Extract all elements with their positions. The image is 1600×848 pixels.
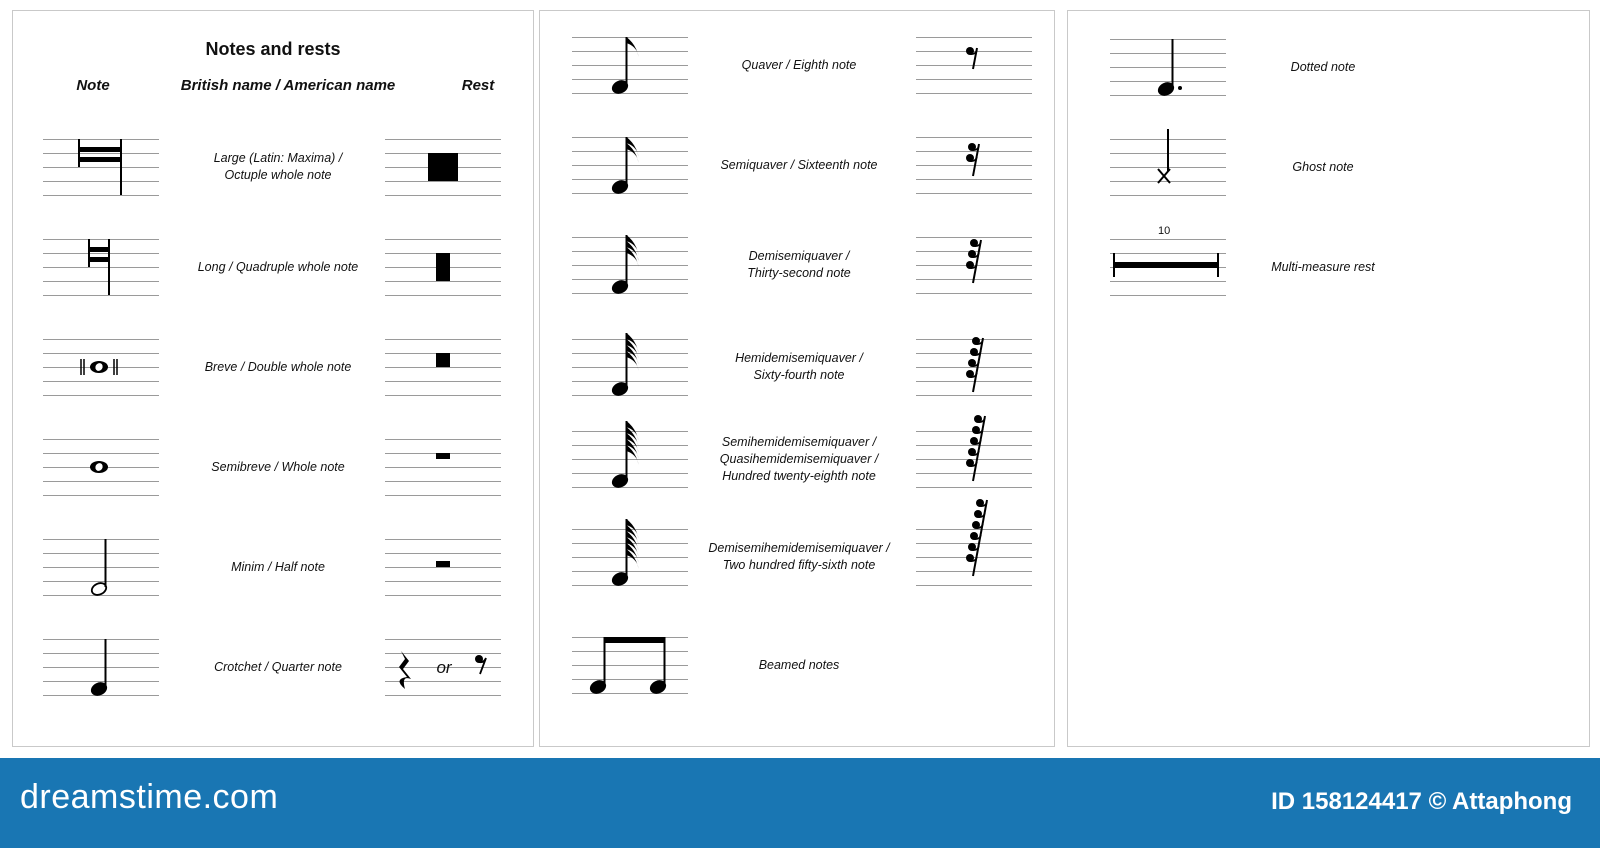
notes-rests-panel-3: [1067, 10, 1590, 747]
footer-banner: [0, 758, 1600, 848]
note-row: [540, 237, 1054, 321]
note-staff: [43, 339, 159, 395]
site-logo: dreamstime.com: [20, 778, 279, 816]
rest-staff: [916, 529, 1032, 585]
breve-rest-icon: [385, 319, 501, 415]
rest-staff: [385, 439, 501, 495]
note-staff: [43, 239, 159, 295]
maxima-rest-icon: [385, 119, 501, 215]
note-staff: [572, 339, 688, 395]
long-note-icon: [43, 219, 159, 315]
flagged-rest-icon: [916, 509, 1032, 605]
rest-staff: [385, 539, 501, 595]
note-staff: [43, 539, 159, 595]
rest-staff: [916, 339, 1032, 395]
note-name-label: Hemidemisemiquaver / Sixty-fourth note: [735, 351, 863, 382]
note-row: [540, 637, 1054, 721]
note-name-label: Semibreve / Whole note: [211, 459, 345, 474]
dotted-note-icon: [1110, 19, 1226, 115]
note-name-label: Large (Latin: Maxima) / Octuple whole note: [213, 151, 343, 182]
flagged-rest-icon: [916, 319, 1032, 415]
note-row: [13, 539, 533, 623]
flagged-rest-icon: [916, 411, 1032, 507]
note-name-label: Minim / Half note: [231, 559, 325, 574]
note-name-label: Ghost note: [1292, 159, 1354, 174]
rest-staff: [385, 139, 501, 195]
note-row: [13, 339, 533, 423]
note-name-label: Dotted note: [1290, 59, 1356, 74]
flagged-note-icon: [572, 17, 688, 113]
whole-note-icon: [43, 419, 159, 515]
quarter-note-icon: [43, 619, 159, 715]
flagged-rest-icon: [916, 117, 1032, 213]
note-name-label: Beamed notes: [758, 657, 840, 672]
note-row: [13, 139, 533, 223]
note-name-label: Crotchet / Quarter note: [214, 659, 342, 674]
note-staff: [43, 639, 159, 695]
note-name-label: Demisemihemidemisemiquaver / Two hundred fifty-sixth note: [708, 541, 890, 572]
notes-rests-panel-1: [12, 10, 534, 747]
note-row: [1068, 225, 1589, 323]
flagged-rest-icon: [916, 217, 1032, 313]
note-staff: [572, 529, 688, 585]
maxima-note-icon: [43, 119, 159, 215]
note-staff: [1110, 225, 1226, 295]
note-staff: [43, 439, 159, 495]
note-name-label: Semiquaver / Sixteenth note: [720, 157, 878, 172]
note-staff: [572, 137, 688, 193]
flagged-rest-icon: [916, 17, 1032, 113]
note-row: [1068, 39, 1589, 123]
note-column-header: Note: [76, 77, 110, 94]
note-name-label: Demisemiquaver / Thirty-second note: [747, 249, 851, 280]
image-credit: ID 158124417 © Attaphong: [1271, 788, 1572, 815]
note-name-label: Breve / Double whole note: [204, 359, 352, 374]
beamed-notes-icon: [572, 617, 688, 713]
note-staff: [572, 637, 688, 693]
note-staff: [572, 237, 688, 293]
rest-staff: [916, 137, 1032, 193]
rest-staff: [385, 639, 501, 695]
note-name-label: Semihemidemisemiquaver / Quasihemidemisemiquaver / Hundred twenty-eighth note: [719, 434, 879, 483]
rest-staff: [385, 239, 501, 295]
notes-rests-panel-2: [539, 10, 1055, 747]
flagged-note-icon: [572, 411, 688, 507]
or-label: or: [436, 657, 452, 677]
half-note-icon: [43, 519, 159, 615]
note-row: [540, 37, 1054, 121]
measure-count-label: 10: [1158, 225, 1171, 237]
note-staff: [572, 37, 688, 93]
ghost-note-icon: [1110, 119, 1226, 215]
note-row: [540, 137, 1054, 221]
multi-measure-rest-icon: [1110, 219, 1226, 315]
flagged-note-icon: [572, 217, 688, 313]
rest-staff: [916, 237, 1032, 293]
long-rest-icon: [385, 219, 501, 315]
note-staff: [572, 431, 688, 487]
note-row: [540, 529, 1054, 613]
name-column-header: British name / American name: [180, 77, 396, 94]
rest-staff: [916, 37, 1032, 93]
note-staff: [1110, 139, 1226, 195]
flagged-note-icon: [572, 319, 688, 415]
whole-rest-icon: [385, 419, 501, 515]
note-row: [1068, 139, 1589, 223]
rest-staff: [385, 339, 501, 395]
note-name-label: Multi-measure rest: [1271, 259, 1375, 274]
flagged-note-icon: [572, 509, 688, 605]
note-name-label: Long / Quadruple whole note: [197, 259, 359, 274]
flagged-note-icon: [572, 117, 688, 213]
rest-staff: [916, 431, 1032, 487]
breve-note-icon: [43, 319, 159, 415]
note-staff: [1110, 39, 1226, 95]
note-row: [13, 639, 533, 723]
note-row: [13, 239, 533, 323]
page-title: Notes and rests: [205, 39, 341, 59]
note-name-label: Quaver / Eighth note: [741, 57, 857, 72]
half-rest-icon: [385, 519, 501, 615]
note-row: [13, 439, 533, 523]
rest-column-header: Rest: [461, 77, 495, 94]
note-staff: [43, 139, 159, 195]
